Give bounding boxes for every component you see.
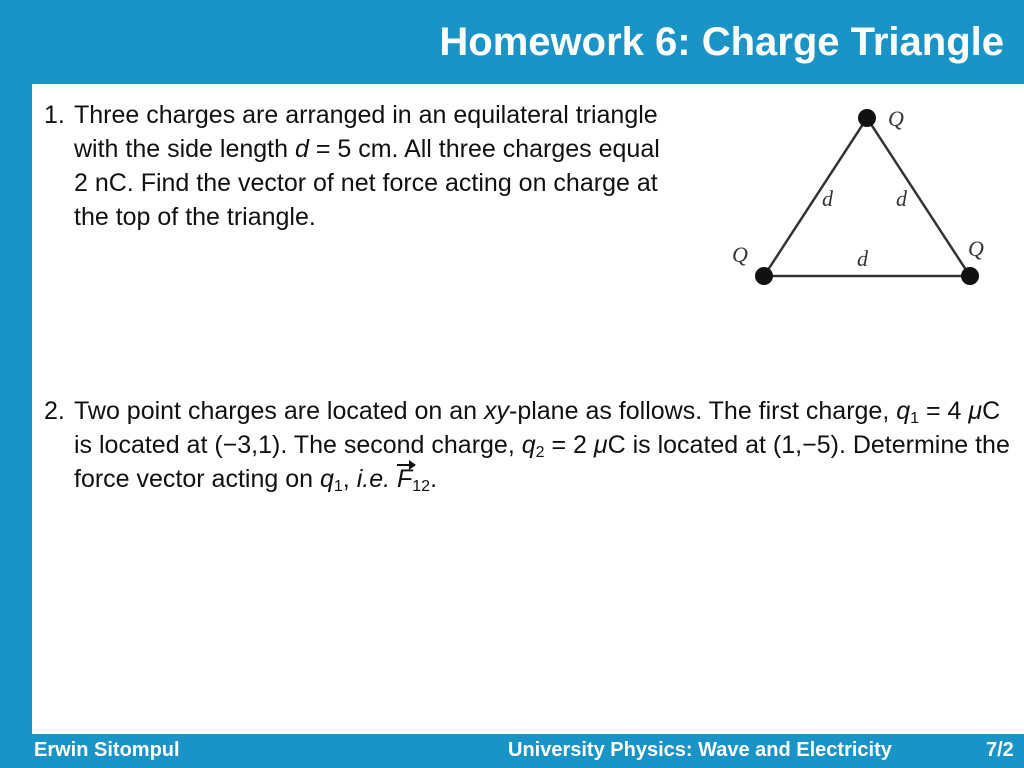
- problem-2-force-vector: F: [397, 462, 412, 496]
- problem-2-force-sub: 12: [412, 478, 431, 495]
- label-side-bottom: d: [857, 246, 868, 271]
- label-charge-bottom-right: Q: [968, 236, 984, 261]
- problem-2-text-9: .: [430, 465, 438, 493]
- slide-footer: [0, 734, 1024, 768]
- label-side-left: d: [822, 186, 833, 211]
- charge-top: [858, 109, 876, 127]
- problem-2-text-5: = 2: [544, 431, 594, 459]
- problem-2-text-4: C is located at (−3,1). The second charge,: [74, 397, 1001, 459]
- charge-bottom-right: [961, 267, 979, 285]
- problem-2-mu-1: μ: [968, 397, 983, 425]
- slide-title: Homework 6: Charge Triangle: [439, 19, 1004, 64]
- triangle-side-left: [764, 118, 867, 276]
- footer-page-number: 7/2: [986, 739, 1014, 761]
- charge-bottom-left: [755, 267, 773, 285]
- problem-2-q2-sub: 2: [535, 444, 545, 461]
- problem-2-q1: q: [896, 397, 911, 425]
- problem-1: [44, 98, 684, 278]
- problem-1-number: 1.: [44, 101, 65, 129]
- problem-2-mu-2: μ: [593, 431, 608, 459]
- problem-2-q1-again: q: [319, 465, 334, 493]
- label-side-right: d: [896, 186, 907, 211]
- problem-2-xy: xy: [484, 397, 509, 425]
- footer-course: University Physics: Wave and Electricity: [508, 739, 892, 761]
- problem-2-text-8: [390, 465, 397, 493]
- problem-1-text: [74, 98, 674, 234]
- problem-2-ie: i.e.: [356, 465, 391, 493]
- problem-2: [44, 394, 1014, 514]
- label-charge-bottom-left: Q: [732, 242, 748, 267]
- problem-2-q1-sub: 1: [910, 410, 920, 427]
- problem-1-text-b: = 5 cm. All three charges equal 2 nC. Find the vector of net force acting on charge at the top of the triangle.: [74, 135, 660, 231]
- problem-2-text-3: = 4: [919, 397, 969, 425]
- problem-2-number: 2.: [44, 397, 65, 425]
- problem-2-text-2: -plane as follows. The first charge,: [509, 397, 897, 425]
- footer-author: Erwin Sitompul: [34, 739, 180, 761]
- problem-2-text-6: C is located at (1,−5). Determine the force vector acting on: [74, 431, 1010, 493]
- label-charge-top: Q: [888, 106, 904, 131]
- problem-1-text-a: Three charges are arranged in an equilateral triangle with the side length: [74, 101, 658, 163]
- problem-1-var-d: d: [294, 135, 309, 163]
- triangle-side-right: [867, 118, 970, 276]
- problem-2-text-7: ,: [342, 465, 357, 493]
- problem-2-text-1: Two point charges are located on an: [74, 397, 484, 425]
- charge-triangle-diagram: [692, 98, 992, 298]
- problem-2-q2: q: [521, 431, 536, 459]
- problem-2-text: [74, 394, 1014, 496]
- problem-2-q1-again-sub: 1: [333, 478, 343, 495]
- slide-content: [32, 84, 1024, 734]
